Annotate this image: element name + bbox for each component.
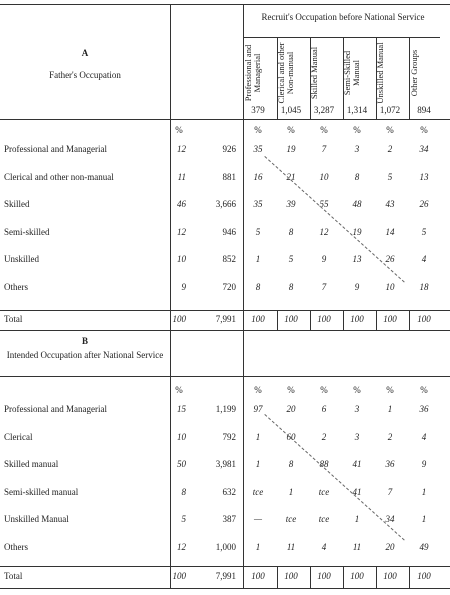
section-a-cell: 13 [419, 171, 429, 182]
section-b-total-cell: 100 [383, 571, 397, 581]
section-a-cell: 4 [421, 254, 427, 264]
column-count-3: 3,287 [313, 105, 335, 115]
section-a-title: Father's Occupation [49, 70, 121, 80]
section-b-row-n: 1,000 [215, 541, 236, 552]
section-b-total-label: Total [4, 571, 23, 581]
section-a-cell: 8 [288, 226, 294, 237]
section-a-row-n: 926 [222, 144, 236, 154]
column-header-3: Skilled Manual [309, 46, 319, 100]
section-a-cell: 3 [354, 144, 360, 154]
section-b-cell: 4 [421, 431, 427, 442]
section-a-cell: 39 [286, 199, 296, 209]
section-a-row-label: Semi-skilled [4, 226, 50, 237]
section-b-row-label: Professional and Managerial [4, 404, 107, 414]
section-a-cell: 9 [354, 281, 360, 292]
section-b-cell: 2 [321, 431, 327, 442]
section-a-row-pct: 12 [177, 144, 186, 154]
section-b-cell: 2 [387, 431, 393, 442]
table-bottom-rule [0, 588, 450, 589]
section-a-row-n: 852 [222, 254, 236, 264]
section-b-row-pct: 8 [181, 486, 186, 497]
column-count-5: 1,072 [379, 105, 401, 115]
section-a-cell: 19 [286, 144, 296, 154]
section-b-row-label: Unskilled Manual [4, 514, 69, 524]
section-b-cell: 60 [286, 431, 296, 442]
section-a-total-cell: 100 [417, 314, 431, 324]
section-b-cell: 20 [286, 404, 296, 414]
section-a-pct-sign-col-3: % [320, 125, 328, 135]
section-b-total-cell: 100 [284, 571, 298, 581]
section-b-cell: 6 [321, 404, 327, 414]
section-a-row-pct: 12 [177, 226, 186, 237]
section-b-cell: tce [285, 514, 297, 524]
section-a-cell: 12 [319, 226, 329, 237]
section-a-row-n: 881 [222, 171, 236, 182]
section-b-total-cell: 100 [417, 571, 431, 581]
section-b-row-n: 632 [222, 486, 236, 497]
section-a-total-pct: 100 [172, 314, 186, 324]
section-b-cell: tce [318, 514, 330, 524]
column-header-4: Semi-Skilled Manual [342, 50, 361, 96]
section-b-row-pct: 15 [177, 404, 186, 414]
section-b-pct-sign-col-1: % [254, 385, 262, 395]
section-b-cell: 1 [421, 514, 427, 524]
section-b-row-label: Others [4, 541, 28, 552]
section-b-row-n: 1,199 [215, 404, 236, 414]
section-a-cell: 10 [319, 171, 329, 182]
section-b-cell: 49 [419, 541, 429, 552]
section-a-total-label: Total [4, 314, 23, 324]
column-count-6: 894 [417, 105, 431, 115]
section-b-row-pct: 10 [177, 431, 186, 442]
section-a-cell: 5 [288, 254, 294, 264]
section-b-row-label: Semi-skilled manual [4, 486, 79, 497]
section-b-title: Intended Occupation after National Service [6, 350, 164, 360]
section-a-cell: 34 [419, 144, 429, 154]
section-a-cell: 26 [419, 199, 429, 209]
section-b-pct-sign-col-6: % [420, 385, 428, 395]
section-b-total-cell: 100 [350, 571, 364, 581]
section-a-total-cell: 100 [284, 314, 298, 324]
vline-tb5 [409, 566, 410, 588]
section-b-cell: 34 [385, 514, 395, 524]
section-b-cell: 9 [421, 459, 427, 469]
section-b-cell: 1 [421, 486, 427, 497]
section-a-cell: 19 [352, 226, 362, 237]
section-a-cell: 10 [385, 281, 395, 292]
section-b-header-rule [0, 376, 450, 377]
column-count-1: 379 [251, 105, 265, 115]
column-header-2: Clerical and other Non-manual [276, 42, 295, 104]
section-a-row-label: Clerical and other non-manual [4, 171, 114, 182]
section-a-cell: 9 [321, 254, 327, 264]
section-b-cell: 36 [419, 404, 429, 414]
section-a-cell: 13 [352, 254, 362, 264]
section-b-cell: tce [318, 486, 330, 497]
span-header-title: Recruit's Occupation before National Service [261, 12, 425, 22]
section-a-row-n: 720 [222, 281, 236, 292]
section-b-cell: 3 [354, 404, 360, 414]
section-b-cell: 97 [253, 404, 263, 414]
section-a-cell: 1 [255, 254, 261, 264]
section-b-row-pct: 50 [177, 459, 186, 469]
section-b-cell: tce [252, 486, 264, 497]
section-a-row-pct: 9 [181, 281, 186, 292]
section-b-row-label: Skilled manual [4, 459, 59, 469]
section-a-cell: 26 [385, 254, 395, 264]
section-b-cell: 1 [255, 431, 261, 442]
section-a-cell: 16 [253, 171, 263, 182]
section-b-total-pct: 100 [172, 571, 186, 581]
section-b-cell: 4 [321, 541, 327, 552]
column-count-4: 1,314 [346, 105, 368, 115]
section-a-cell: 5 [255, 226, 261, 237]
section-b-cell: 36 [385, 459, 395, 469]
section-b-cell: 41 [352, 486, 362, 497]
table-top-rule [0, 4, 450, 5]
section-a-total-cell: 100 [251, 314, 265, 324]
section-b-pct-sign-col-4: % [353, 385, 361, 395]
section-b-cell: 8 [288, 459, 294, 469]
section-a-cell: 8 [354, 171, 360, 182]
section-b-row-label: Clerical [4, 431, 33, 442]
section-a-cell: 7 [321, 144, 327, 154]
header-bottom-rule [0, 119, 450, 120]
section-b-pct-sign-col-3: % [320, 385, 328, 395]
section-b-cell: 1 [387, 404, 393, 414]
section-a-pct-sign-col-4: % [353, 125, 361, 135]
section-b-row-pct: 12 [177, 541, 186, 552]
column-count-2: 1,045 [280, 105, 302, 115]
section-b-cell: — [253, 514, 262, 524]
section-a-cell: 14 [385, 226, 395, 237]
section-b-total-cell: 100 [317, 571, 331, 581]
section-a-cell: 8 [255, 281, 261, 292]
section-a-cell: 7 [321, 281, 327, 292]
section-a-cell: 2 [387, 144, 393, 154]
section-b-row-n: 3,981 [215, 459, 236, 469]
section-a-letter: A [81, 48, 89, 58]
vline-label [170, 4, 171, 588]
section-b-cell: 11 [286, 541, 296, 552]
section-b-cell: 1 [255, 459, 261, 469]
section-a-row-n: 3,666 [215, 199, 236, 209]
section-b-cell: 1 [255, 541, 261, 552]
section-b-total-n: 7,991 [215, 571, 236, 581]
section-a-total-cell: 100 [317, 314, 331, 324]
section-a-pct-sign-col-5: % [386, 125, 394, 135]
section-a-row-label: Skilled [4, 199, 30, 209]
section-a-total-cell: 100 [350, 314, 364, 324]
section-a-row-label: Professional and Managerial [4, 144, 107, 154]
section-a-pct-sign-total: % [175, 125, 183, 135]
section-b-row-n: 387 [222, 514, 236, 524]
section-b-cell: 1 [288, 486, 294, 497]
section-a-row-label: Unskilled [4, 254, 39, 264]
section-a-row-pct: 10 [177, 254, 186, 264]
section-b-cell: 11 [352, 541, 362, 552]
section-a-total-cell: 100 [383, 314, 397, 324]
section-b-total-cell: 100 [251, 571, 265, 581]
section-a-row-n: 946 [222, 226, 236, 237]
section-a-cell: 5 [387, 171, 393, 182]
section-b-cell: 7 [387, 486, 393, 497]
section-b-pct-sign-total: % [175, 385, 183, 395]
section-b-cell: 20 [385, 541, 395, 552]
section-a-cell: 43 [385, 199, 395, 209]
section-b-row-pct: 5 [181, 514, 186, 524]
section-a-cell: 18 [419, 281, 429, 292]
section-a-cell: 48 [352, 199, 362, 209]
section-a-pct-sign-col-1: % [254, 125, 262, 135]
section-a-cell: 5 [421, 226, 427, 237]
section-a-cell: 55 [319, 199, 329, 209]
section-a-row-pct: 11 [177, 171, 186, 182]
section-b-pct-sign-col-2: % [287, 385, 295, 395]
section-a-cell: 8 [288, 281, 294, 292]
span-header-rule [243, 37, 440, 38]
section-b-cell: 41 [352, 459, 362, 469]
section-b-pct-sign-col-5: % [386, 385, 394, 395]
vline-ta5 [409, 310, 410, 330]
section-b-cell: 3 [354, 431, 360, 442]
section-b-total-rule [0, 566, 450, 567]
column-header-5: Unskilled Manual [375, 42, 385, 104]
section-a-cell: 35 [253, 144, 263, 154]
column-header-6: Other Groups [409, 49, 419, 97]
section-a-cell: 21 [286, 171, 296, 182]
section-a-row-pct: 46 [177, 199, 186, 209]
section-a-total-rule [0, 310, 450, 311]
section-b-row-n: 792 [222, 431, 236, 442]
section-b-cell: 88 [319, 459, 329, 469]
section-b-cell: 1 [354, 514, 360, 524]
section-a-cell: 35 [253, 199, 263, 209]
section-b-letter: B [81, 336, 88, 346]
section-b-top-rule [0, 330, 450, 331]
column-header-1: Professional and Managerial [243, 44, 262, 102]
section-a-pct-sign-col-6: % [420, 125, 428, 135]
section-a-pct-sign-col-2: % [287, 125, 295, 135]
section-a-total-n: 7,991 [215, 314, 236, 324]
section-a-row-label: Others [4, 281, 28, 292]
